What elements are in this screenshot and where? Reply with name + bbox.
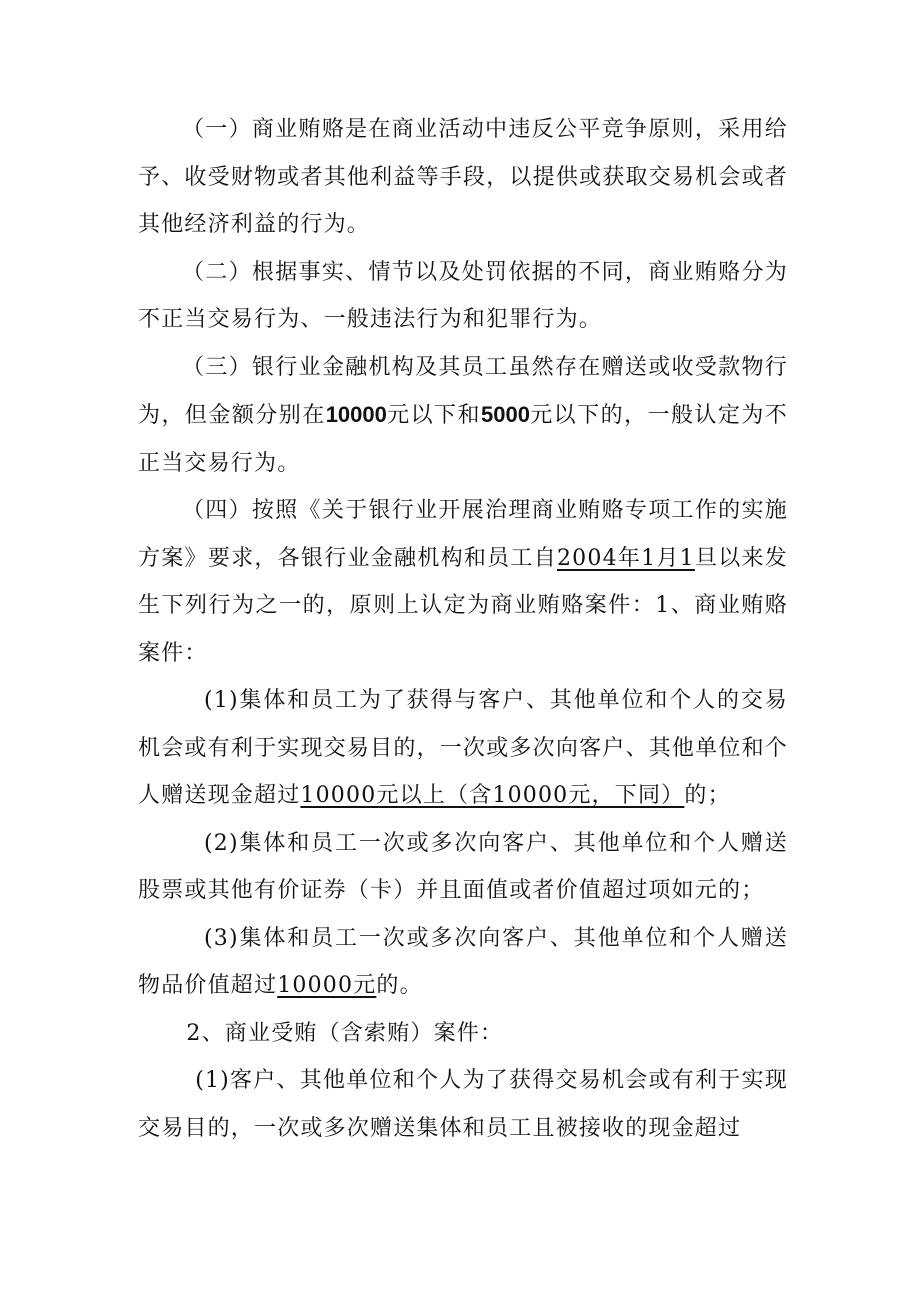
item-1-cash-gift xyxy=(138,677,788,820)
item-1-text-a: (1)集体和员工为了获得与客户、其他单位和个人的交易机会或有利于实现交易目的，一次或多次向客户、其他单位和个人赠送现金超过 xyxy=(138,688,788,808)
item-3-text-b: 的。 xyxy=(376,973,423,998)
item-3-text-a: (3)集体和员工一次或多次向客户、其他单位和个人赠送物品价值超过 xyxy=(138,925,788,998)
section-2-item-1 xyxy=(138,1057,788,1152)
paragraph-definition xyxy=(138,106,788,249)
start-date: 2004年1月1 xyxy=(556,545,695,571)
paragraph-definition-text: （一）商业贿赂是在商业活动中违反公平竞争原则，采用给予、收受财物或者其他利益等手段，以提供或获取交易机会或者其他经济利益的行为。 xyxy=(138,117,788,237)
amount-10000: 10000 xyxy=(325,402,387,427)
section-2-heading xyxy=(138,1010,788,1058)
paragraph-classification-text: （二）根据事实、情节以及处罚依据的不同，商业贿赂分为不正当交易行为、一般违法行为和犯罪行为。 xyxy=(138,259,788,332)
section-2-item-1-text: (1)客户、其他单位和个人为了获得交易机会或有利于实现交易目的，一次或多次赠送集体和员工且被接收的现金超过 xyxy=(138,1068,788,1141)
item-2-text: (2)集体和员工一次或多次向客户、其他单位和个人赠送股票或其他有价证券（卡）并且面值或者价值超过项如元的； xyxy=(138,830,788,903)
section-2-heading-text: 2、商业受贿（含索贿）案件： xyxy=(186,1020,504,1046)
paragraph-threshold-text-c: 元以下的，一般认定为不正当交易行为。 xyxy=(138,403,788,476)
paragraph-implementation-text-a: （四）按照《关于银行业开展治理商业贿赂专项工作的实施方案》要求，各银行业金融机构和员工自 xyxy=(138,498,788,571)
paragraph-implementation xyxy=(138,487,788,677)
paragraph-implementation-text-b: 旦以来发生下列行为之一的，原则上认定为商业贿赂案件：1、商业贿赂案件： xyxy=(138,545,788,666)
paragraph-threshold-text-a: （三）银行业金融机构及其员工虽然存在赠送或收受款物行为，但金额分别在 xyxy=(138,354,788,428)
item-3-underlined-amount: 10000元 xyxy=(277,973,377,998)
item-1-underlined-amount: 10000元以上（含10000元，下同） xyxy=(300,783,685,808)
paragraph-classification xyxy=(138,249,788,344)
item-1-text-b: 的； xyxy=(684,783,731,808)
paragraph-threshold-text-b: 元以下和 xyxy=(386,403,481,428)
item-3-goods-gift xyxy=(138,915,788,1010)
document-body xyxy=(138,106,788,1152)
amount-5000: 5000 xyxy=(480,402,530,427)
item-2-securities-gift xyxy=(138,820,788,915)
paragraph-threshold xyxy=(138,344,788,488)
